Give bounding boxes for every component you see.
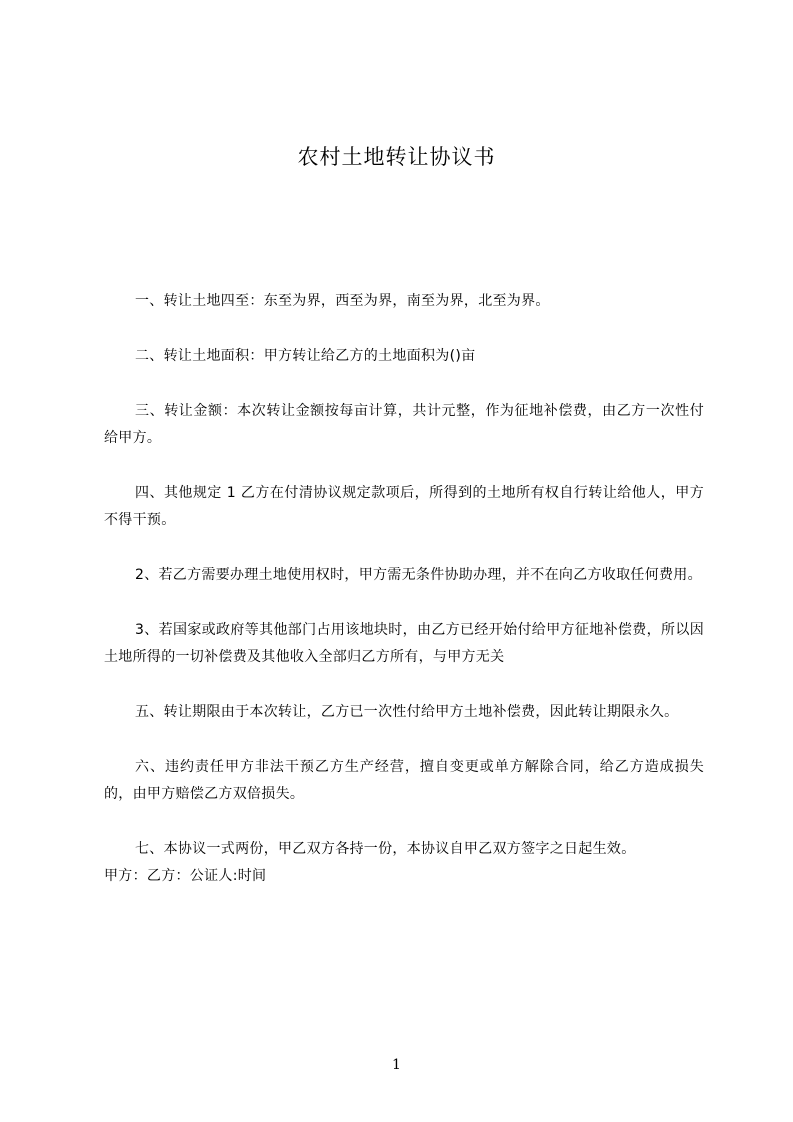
signature-line: 甲方：乙方：公证人:时间: [104, 868, 267, 884]
clause-4-other-provisions: 四、其他规定 1 乙方在付清协议规定款项后，所得到的土地所有权自行转让给他人，甲方不得干预。: [104, 485, 704, 528]
page-number: 1: [392, 1057, 401, 1073]
document-title: 农村土地转让协议书: [297, 145, 496, 169]
document-body: [104, 288, 704, 890]
clause-7-effectiveness: 七、本协议一式两份，甲乙双方各持一份，本协议自甲乙双方签字之日起生效。: [135, 841, 636, 857]
clause-6-liability: 六、违约责任甲方非法干预乙方生产经营，擅自变更或单方解除合同，给乙方造成损失的，由甲方赔偿乙方双倍损失。: [104, 759, 704, 802]
clause-1-boundaries: 一、转让土地四至：东至为界，西至为界，南至为界，北至为界。: [135, 293, 550, 309]
clause-4-item-2: 2、若乙方需要办理土地使用权时，甲方需无条件协助办理，并不在向乙方收取任何费用。: [135, 567, 702, 583]
clause-5-term: 五、转让期限由于本次转让，乙方已一次性付给甲方土地补偿费，因此转让期限永久。: [135, 704, 679, 720]
clause-3-amount: 三、转让金额：本次转让金额按每亩计算，共计元整，作为征地补偿费，由乙方一次性付给甲方。: [104, 403, 704, 446]
clause-4-item-3: 3、若国家或政府等其他部门占用该地块时，由乙方已经开始付给甲方征地补偿费，所以因土地所得的一切补偿费及其他收入全部归乙方所有，与甲方无关: [104, 622, 704, 665]
clause-2-area: 二、转让土地面积：甲方转让给乙方的土地面积为()亩: [135, 348, 476, 364]
